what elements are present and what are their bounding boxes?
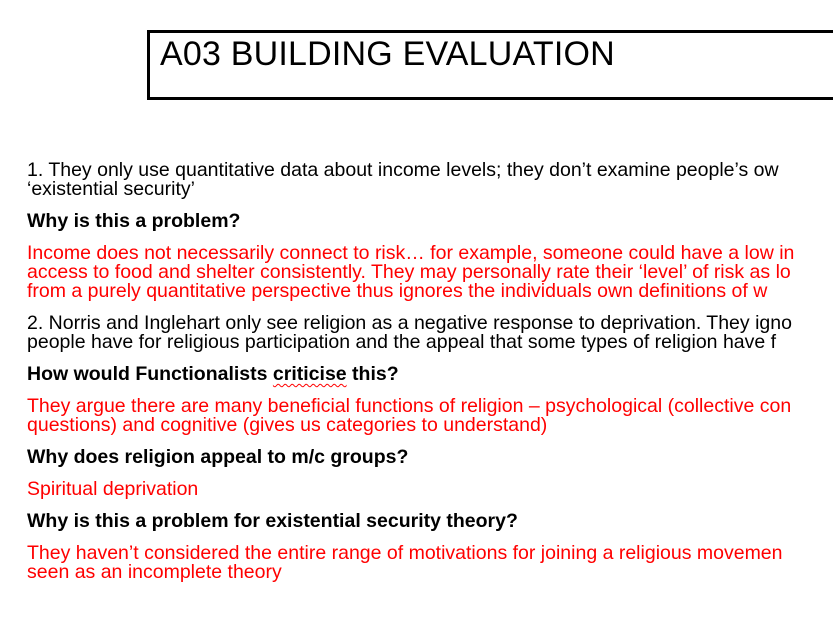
answer-problem-line-2: access to food and shelter consistently. They may personally rate their ‘level’ of risk as lo [27, 261, 791, 283]
answer-functionalists-line-2: questions) and cognitive (gives us categories to understand) [27, 414, 548, 436]
answer-problem-line-3: from a purely quantitative perspective thus ignores the individuals own definitions of w [27, 280, 768, 302]
slide-content [27, 161, 833, 595]
slide-title: A03 BUILDING EVALUATION [160, 35, 615, 73]
question-functionalists-before: How would Functionalists [27, 363, 273, 385]
point-one [27, 161, 833, 199]
question-functionalists-after: this? [346, 363, 399, 385]
answer-existential-line-2: seen as an incomplete theory [27, 561, 282, 583]
answer-mc-appeal: Spiritual deprivation [27, 478, 199, 500]
answer-existential-security [27, 544, 833, 582]
spellcheck-flagged-word: criticise [272, 363, 347, 385]
point-two [27, 314, 833, 352]
answer-problem [27, 244, 833, 301]
answer-problem-line-1: Income does not necessarily connect to risk… for example, someone could have a low in [27, 242, 795, 264]
question-existential-security: Why is this a problem for existential security theory? [27, 510, 518, 532]
answer-functionalists-line-1: They argue there are many beneficial functions of religion – psychological (collective con [27, 395, 792, 417]
question-mc-appeal: Why does religion appeal to m/c groups? [27, 446, 409, 468]
point-two-line-2: people have for religious participation and the appeal that some types of religion have f [27, 331, 777, 353]
title-box [147, 30, 833, 100]
point-one-line-1: 1. They only use quantitative data about income levels; they don’t examine people’s ow [27, 159, 779, 181]
question-problem: Why is this a problem? [27, 210, 241, 232]
answer-existential-line-1: They haven’t considered the entire range of motivations for joining a religious movemen [27, 542, 783, 564]
point-one-line-2: ‘existential security’ [27, 178, 195, 200]
question-functionalists [27, 365, 833, 384]
answer-functionalists [27, 397, 833, 435]
point-two-line-1: 2. Norris and Inglehart only see religion as a negative response to deprivation. They igno [27, 312, 792, 334]
